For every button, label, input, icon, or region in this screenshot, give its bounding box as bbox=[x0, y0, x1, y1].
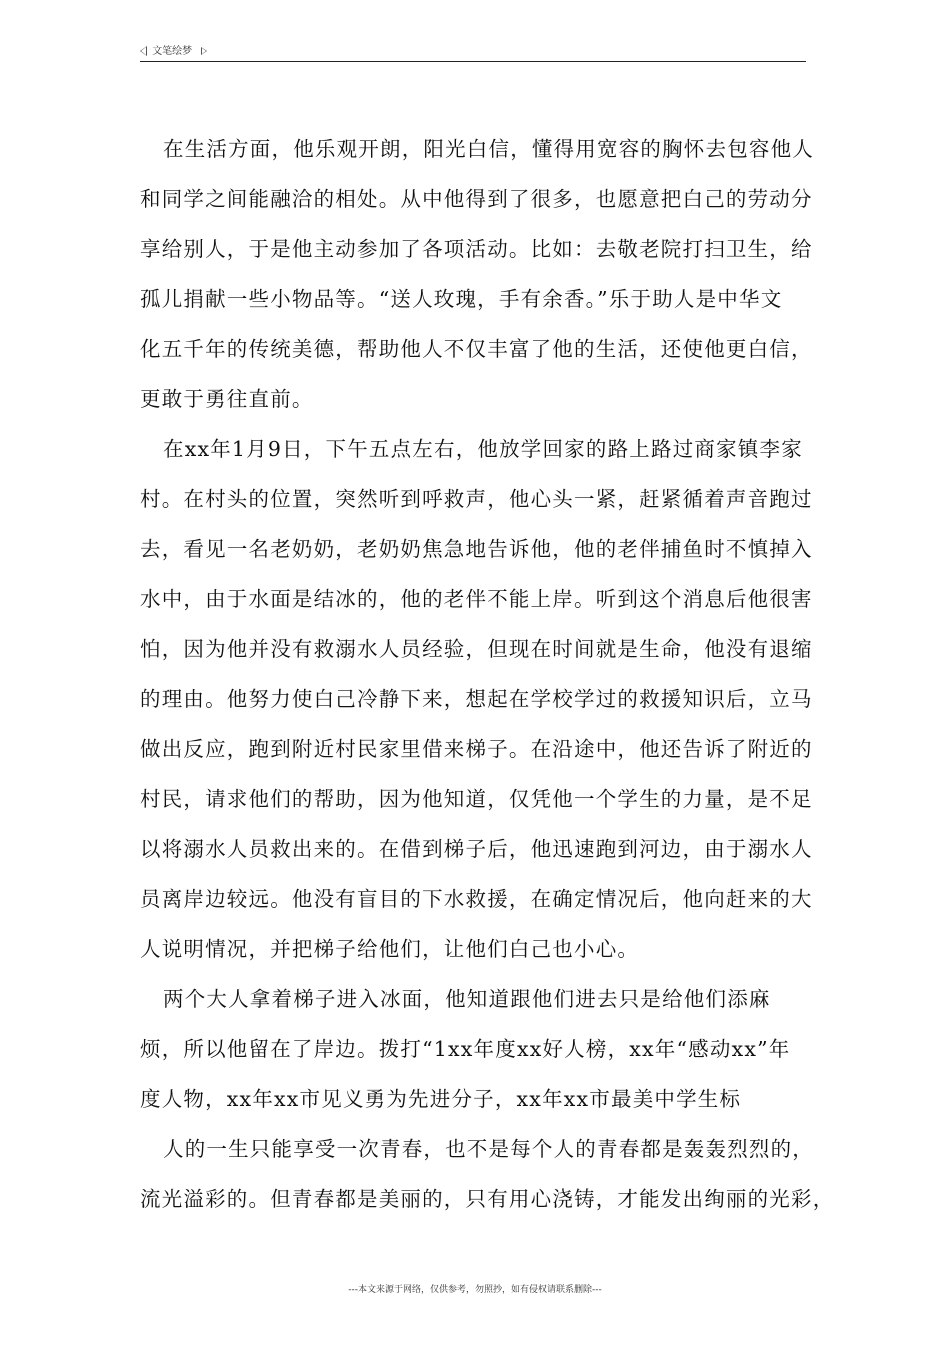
text-line: 和同学之间能融洽的相处。从中他得到了很多，也愿意把白己的劳动分 bbox=[140, 187, 813, 211]
text-line: 人说明情况，并把梯子给他们，让他们白己也小心。 bbox=[140, 937, 640, 961]
paragraph-youth bbox=[140, 1124, 835, 1224]
page-header bbox=[140, 44, 806, 60]
text-line: 孤儿捐献一些小物品等。“送人玫瑰，手有余香。”乐于助人是中华文 bbox=[140, 287, 783, 311]
text-line: 以将溺水人员救出来的。在借到梯子后，他迅速跑到河边，由于溺水人 bbox=[140, 837, 813, 861]
text-line: 人的一生只能享受一次青春，也不是每个人的青春都是轰轰烈烈的， bbox=[163, 1137, 814, 1161]
paragraph-rescue bbox=[140, 424, 812, 974]
text-line: 化五千年的传统美德，帮助他人不仅丰富了他的生活，还使他更白信， bbox=[140, 337, 813, 361]
page-footer: ---本文来源于网络，仅供参考，勿照抄，如有侵权请联系删除--- bbox=[348, 1285, 602, 1295]
text-line: 更敢于勇往直前。 bbox=[140, 387, 314, 411]
text-line: 的理由。他努力使白己冷静下来，想起在学校学过的救援知识后，立马 bbox=[140, 687, 813, 711]
right-triangle-icon bbox=[201, 47, 207, 55]
text-line: 烦，所以他留在了岸边。拨打“1xx年度xx好人榜，xx年“感动xx”年 bbox=[140, 1037, 791, 1061]
text-line: 享给别人，于是他主动参加了各项活动。比如：去敬老院打扫卫生，给 bbox=[140, 237, 813, 261]
paragraph-life bbox=[140, 124, 812, 424]
text-line: 在生活方面，他乐观开朗，阳光白信，懂得用宽容的胸怀去包容他人 bbox=[163, 137, 814, 161]
text-line: 员离岸边较远。他没有盲目的下水救援，在确定情况后，他向赶来的大 bbox=[140, 887, 813, 911]
text-line: 去，看见一名老奶奶，老奶奶焦急地告诉他，他的老伴捕鱼时不慎掉入 bbox=[140, 537, 813, 561]
text-line: 怕，因为他并没有救溺水人员经验，但现在时间就是生命，他没有退缩 bbox=[140, 637, 813, 661]
text-line: 村。在村头的位置，突然听到呼救声，他心头一紧，赶紧循着声音跑过 bbox=[140, 487, 813, 511]
left-triangle-icon bbox=[140, 46, 147, 56]
text-line: 村民，请求他们的帮助，因为他知道，仅凭他一个学生的力量，是不足 bbox=[140, 787, 813, 811]
text-line: 做出反应，跑到附近村民家里借来梯子。在沿途中，他还告诉了附近的 bbox=[140, 737, 813, 761]
text-line: 度人物，xx年xx市见义勇为先进分子，xx年xx市最美中学生标 bbox=[140, 1087, 742, 1111]
text-line: 流光溢彩的。但青春都是美丽的，只有用心浇铸，才能发出绚丽的光彩， bbox=[140, 1187, 835, 1211]
document-body bbox=[140, 124, 835, 1224]
header-title: 文笔绘梦 bbox=[152, 46, 193, 57]
paragraph-ice bbox=[140, 974, 812, 1124]
text-line: 两个大人拿着梯子进入冰面，他知道跟他们进去只是给他们添麻 bbox=[163, 987, 771, 1011]
header-divider bbox=[140, 61, 806, 62]
text-line: 在xx年1月9日，下午五点左右，他放学回家的路上路过商家镇李家 bbox=[163, 437, 803, 461]
text-line: 水中，由于水面是结冰的，他的老伴不能上岸。听到这个消息后他很害 bbox=[140, 587, 813, 611]
